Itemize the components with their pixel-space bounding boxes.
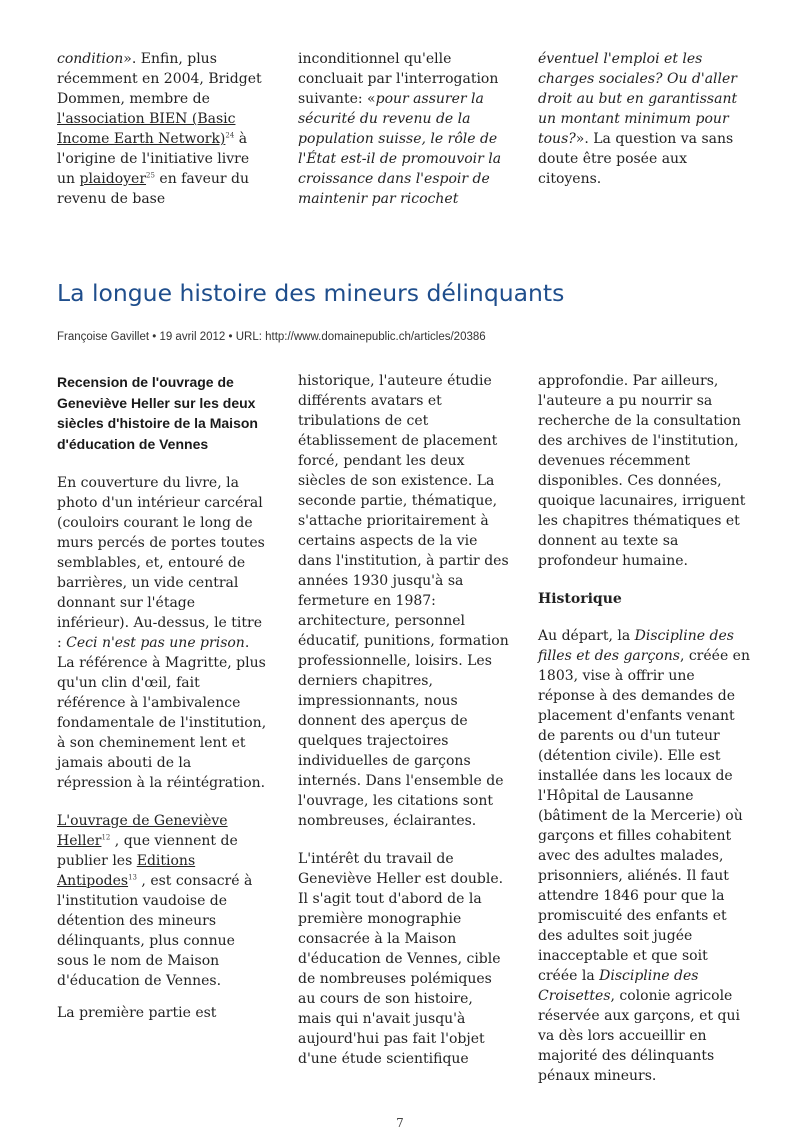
article-column-1 [57,372,269,1023]
top-column-2 [298,49,510,209]
antipodes-link[interactable]: Editions Antipodes [57,853,196,889]
top-column-1 [57,49,265,209]
paragraph-structure-rest: historique, l'auteure étudie différents avatars et tribulations de cet établissement de placement forcé, pendant les deux siècles de son existence. La seconde partie, thématique, s'attache prioritairement à certains aspects de la vie dans l'institution, à partir des années 1930 jusqu'à sa fermeture en 1987: architecture, personnel éducatif, punitions, formation professionnelle, loisirs. Les derniers chapitres, impressionnants, nous donnent des aperçus de quelques trajectoires individuelles de garçons internés. Dans l'ensemble de l'ouvrage, les citations sont nombreuses, éclairantes. [298,373,509,829]
footnote-ref: 24 [225,131,235,140]
plaidoyer-link[interactable]: plaidoyer [79,171,147,187]
article-lede: Recension de l'ouvrage de Geneviève Heller sur les deux siècles d'histoire de la Maison d'éducation de Vennes [57,374,258,452]
article-column-3 [538,371,750,1086]
paragraph-structure-start: La première partie est [57,1005,217,1021]
paragraph-book: L'ouvrage de Geneviève Heller$^{12}$ , que viennent de publier les Editions Antipodes$^{13}$ , est consacré à l'institution vaudoise de détention des mineurs délinquants, plus connue sous le nom de Maison d'éducation de Vennes. [57,813,253,989]
article-title: La longue histoire des mineurs délinquants [57,279,565,307]
paragraph-interest: L'intérêt du travail de Geneviève Heller est double. Il s'agit tout d'abord de la première monographie consacrée à la Maison d'éducation de Vennes, cible de nombreuses polémiques au cours de son histoire, mais qui n'avait jusqu'à aujourd'hui pas fait l'objet d'une étude scientifique [298,851,504,1067]
article-byline: Françoise Gavillet • 19 avril 2012 • URL: http://www.domainepublic.ch/articles/20386 [57,331,486,343]
footnote-ref: 25 [146,171,155,180]
continued-paragraph: inconditionnel qu'elle concluait par l'interrogation suivante: «pour assurer la sécurité du revenu de la population suisse, le rôle de l'État est-il de promouvoir la croissance dans l'espoir de maintenir par ricochet [298,51,502,207]
section-heading-historique: Historique [538,591,622,607]
top-column-3 [538,49,748,189]
footnote-ref: 13 [128,873,137,882]
continued-paragraph: éventuel l'emploi et les charges sociales? Ou d'aller droit au but en garantissant un montant minimum pour tous?». La question va sans doute être posée aux citoyens. [538,51,738,187]
bien-association-link[interactable]: l'association BIEN (Basic Income Earth Network) [57,111,236,147]
footnote-ref: 12 [101,833,111,842]
paragraph-history: Au départ, la Discipline des filles et des garçons, créée en 1803, vise à offrir une réponse à des demandes de placement d'enfants venant de parents ou d'un tuteur (détention civile). Elle est installée dans les locaux de l'Hôpital de Lausanne (bâtiment de la Mercerie) où garçons et filles cohabitent avec des adultes malades, prisonniers, aliénés. Il faut attendre 1846 pour que la promiscuité des enfants et des adultes soit jugée inacceptable et que soit créée la Discipline des Croisettes, colonie agricole réservée aux garçons, et qui va dès lors accueillir en majorité des délinquants pénaux mineurs. [538,628,750,1084]
paragraph-cover: En couverture du livre, la photo d'un intérieur carcéral (couloirs courant le long de murs percés de portes toutes semblables, et, entouré de barrières, un vide central donnant sur l'étage inférieur). Au-dessus, le titre : Ceci n'est pas une prison. La référence à Magritte, plus qu'un clin d'œil, fait référence à l'ambivalence fondamentale de l'institution, à son cheminement lent et jamais abouti de la répression à la réintégration. [57,475,267,791]
page-number: 7 [396,1116,404,1130]
book-link[interactable]: L'ouvrage de Geneviève Heller [57,813,228,849]
paragraph-archives: approfondie. Par ailleurs, l'auteure a pu nourrir sa recherche de la consultation des archives de l'institution, devenues récemment disponibles. Ces données, quoique lacunaires, irriguent les chapitres thématiques et donnent au texte sa profondeur humaine. [538,373,746,569]
continued-paragraph: condition». Enfin, plus récemment en 2004, Bridget Dommen, membre de l'association BIEN (Basic Income Earth Network)$^{24}$ à l'origine de l'initiative livre un plaidoyer$^{25}$ en faveur du revenu de base [57,51,262,207]
article-column-2 [298,371,510,1069]
